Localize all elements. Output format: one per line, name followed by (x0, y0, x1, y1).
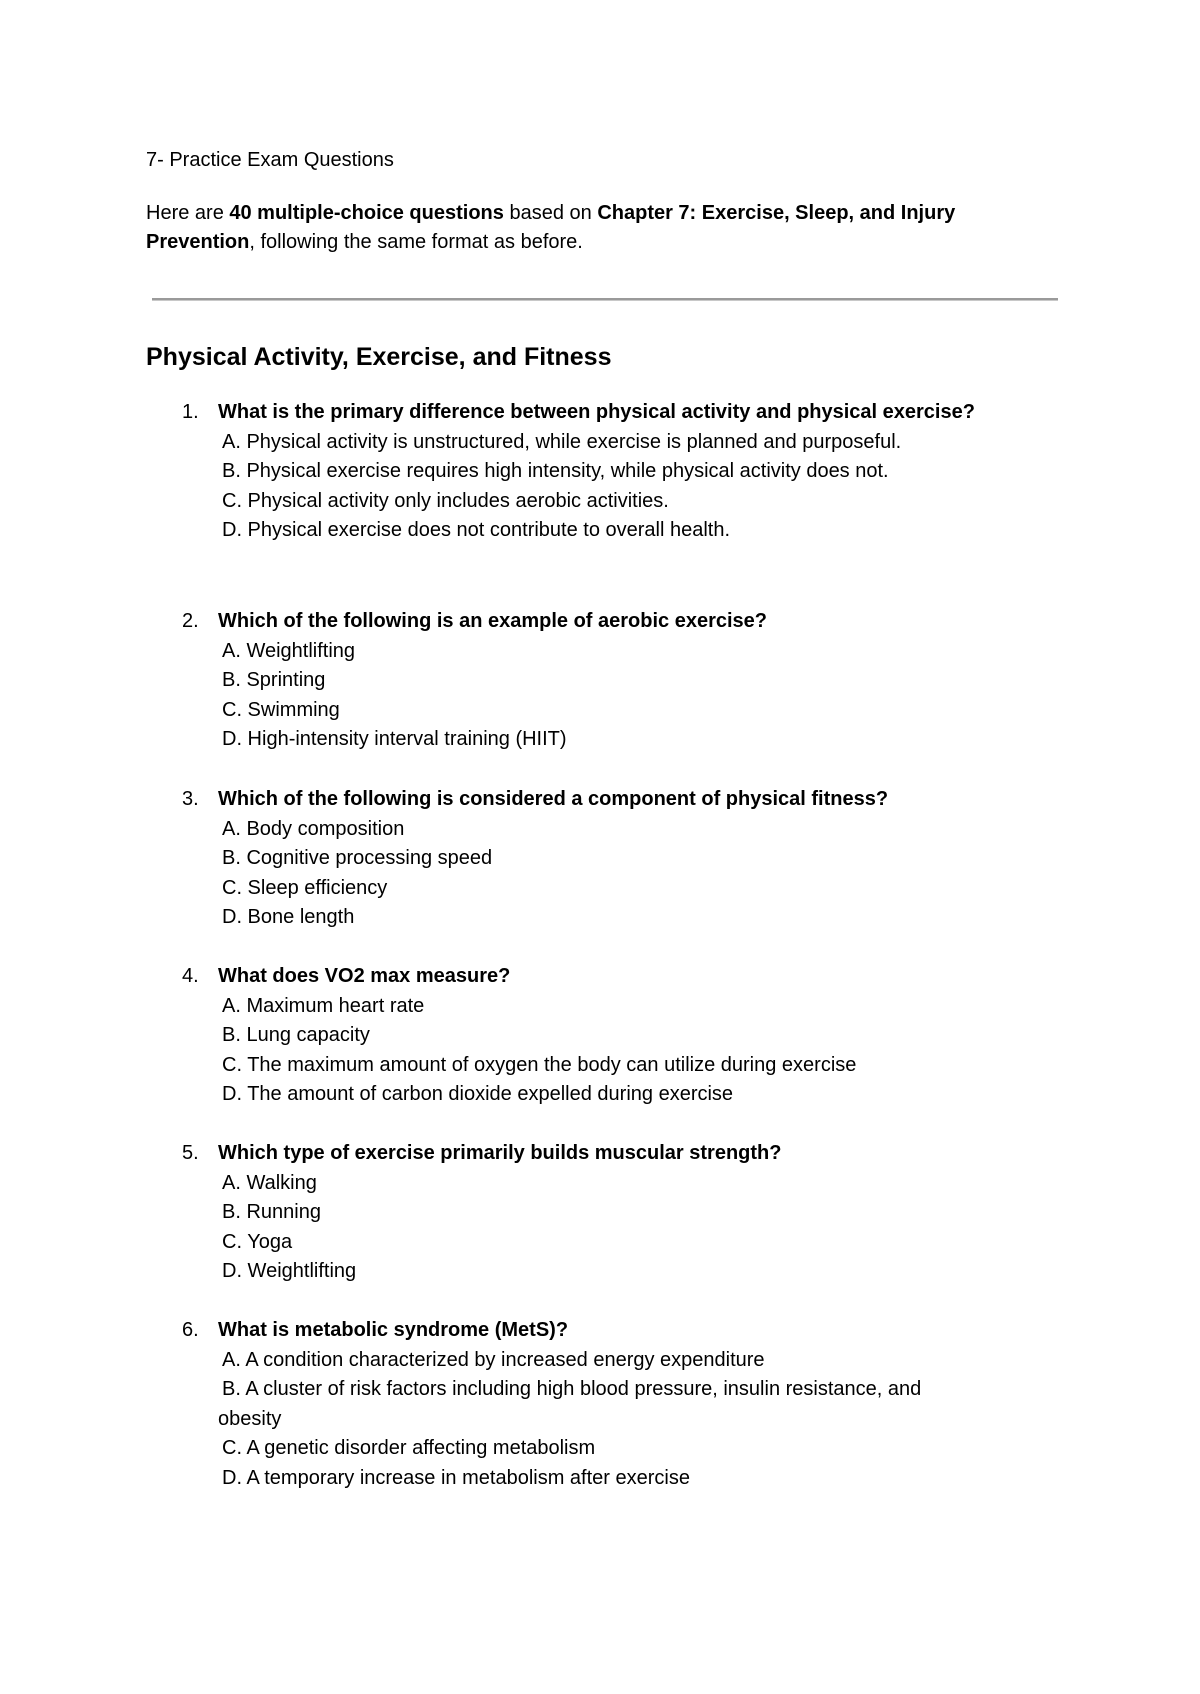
answer-option-c: C. Physical activity only includes aerobic activities. (222, 489, 669, 512)
answer-option-d: D. Bone length (222, 906, 355, 928)
question-stem (146, 962, 1066, 992)
document-title: 7- Practice Exam Questions (146, 149, 394, 171)
answer-option-c: C. The maximum amount of oxygen the body can utilize during exercise (222, 1053, 857, 1076)
question-text: Which of the following is an example of aerobic exercise? (218, 610, 768, 632)
answer-option-d: D. A temporary increase in metabolism after exercise (222, 1466, 690, 1489)
answer-option-c: C. Swimming (222, 698, 340, 721)
intro-bold-question-count: 40 multiple-choice questions (229, 202, 504, 224)
question-text: What is metabolic syndrome (MetS)? (218, 1319, 569, 1341)
question-text: What does VO2 max measure? (218, 965, 511, 987)
question-6 (146, 1316, 1066, 1493)
intro-text-1: Here are (146, 202, 230, 224)
answer-option-b: B. Running (222, 1201, 321, 1223)
question-number: 4. (182, 965, 199, 987)
answer-option-b-continued: obesity (218, 1407, 282, 1430)
answer-option-c: C. A genetic disorder affecting metabolism (222, 1437, 596, 1459)
question-3 (146, 785, 1066, 933)
answer-option-b: B. Physical exercise requires high intensity, while physical activity does not. (222, 460, 889, 482)
answer-option-b: B. A cluster of risk factors including high blood pressure, insulin resistance, and (222, 1378, 922, 1400)
answer-option-a: A. A condition characterized by increased energy expenditure (222, 1348, 765, 1371)
answer-option-d: D. High-intensity interval training (HIIT) (222, 728, 567, 750)
answer-option-c: C. Sleep efficiency (222, 876, 388, 899)
question-text: What is the primary difference between physical activity and physical exercise? (218, 401, 975, 423)
answer-option-a: A. Maximum heart rate (222, 994, 425, 1017)
answer-option-a: A. Walking (222, 1171, 317, 1194)
answer-option-a: A. Physical activity is unstructured, while exercise is planned and purposeful. (222, 430, 902, 453)
question-stem (146, 607, 1066, 637)
answer-option-b: B. Lung capacity (222, 1024, 370, 1046)
answer-option-b: B. Sprinting (222, 669, 326, 691)
question-2 (146, 607, 1066, 755)
answer-option-c: C. Yoga (222, 1230, 293, 1253)
answer-option-d: D. Physical exercise does not contribute to overall health. (222, 519, 731, 541)
question-number: 2. (182, 610, 199, 632)
question-1 (146, 398, 1066, 546)
answer-option-b: B. Cognitive processing speed (222, 847, 493, 869)
horizontal-divider (152, 298, 1058, 301)
question-number: 6. (182, 1319, 199, 1341)
answer-option-d: D. Weightlifting (222, 1260, 357, 1282)
question-stem (146, 1316, 1066, 1346)
question-5 (146, 1139, 1066, 1287)
question-stem (146, 1139, 1066, 1169)
answer-option-a: A. Body composition (222, 817, 405, 840)
intro-bold-chapter: Chapter 7: Exercise, Sleep, and Injury Prevention (146, 202, 956, 253)
question-4 (146, 962, 1066, 1110)
answer-option-a: A. Weightlifting (222, 639, 356, 662)
question-text: Which of the following is considered a component of physical fitness? (218, 788, 889, 810)
section-heading: Physical Activity, Exercise, and Fitness (146, 343, 612, 371)
question-number: 3. (182, 788, 199, 810)
intro-text-2: based on (503, 202, 598, 224)
question-stem (146, 398, 1066, 428)
intro-text-3: , following the same format as before. (249, 231, 583, 253)
question-number: 5. (182, 1142, 199, 1164)
answer-option-d: D. The amount of carbon dioxide expelled during exercise (222, 1083, 734, 1105)
intro-paragraph (146, 199, 1066, 257)
question-text: Which type of exercise primarily builds muscular strength? (218, 1142, 782, 1164)
question-stem (146, 785, 1066, 815)
question-number: 1. (182, 401, 199, 423)
